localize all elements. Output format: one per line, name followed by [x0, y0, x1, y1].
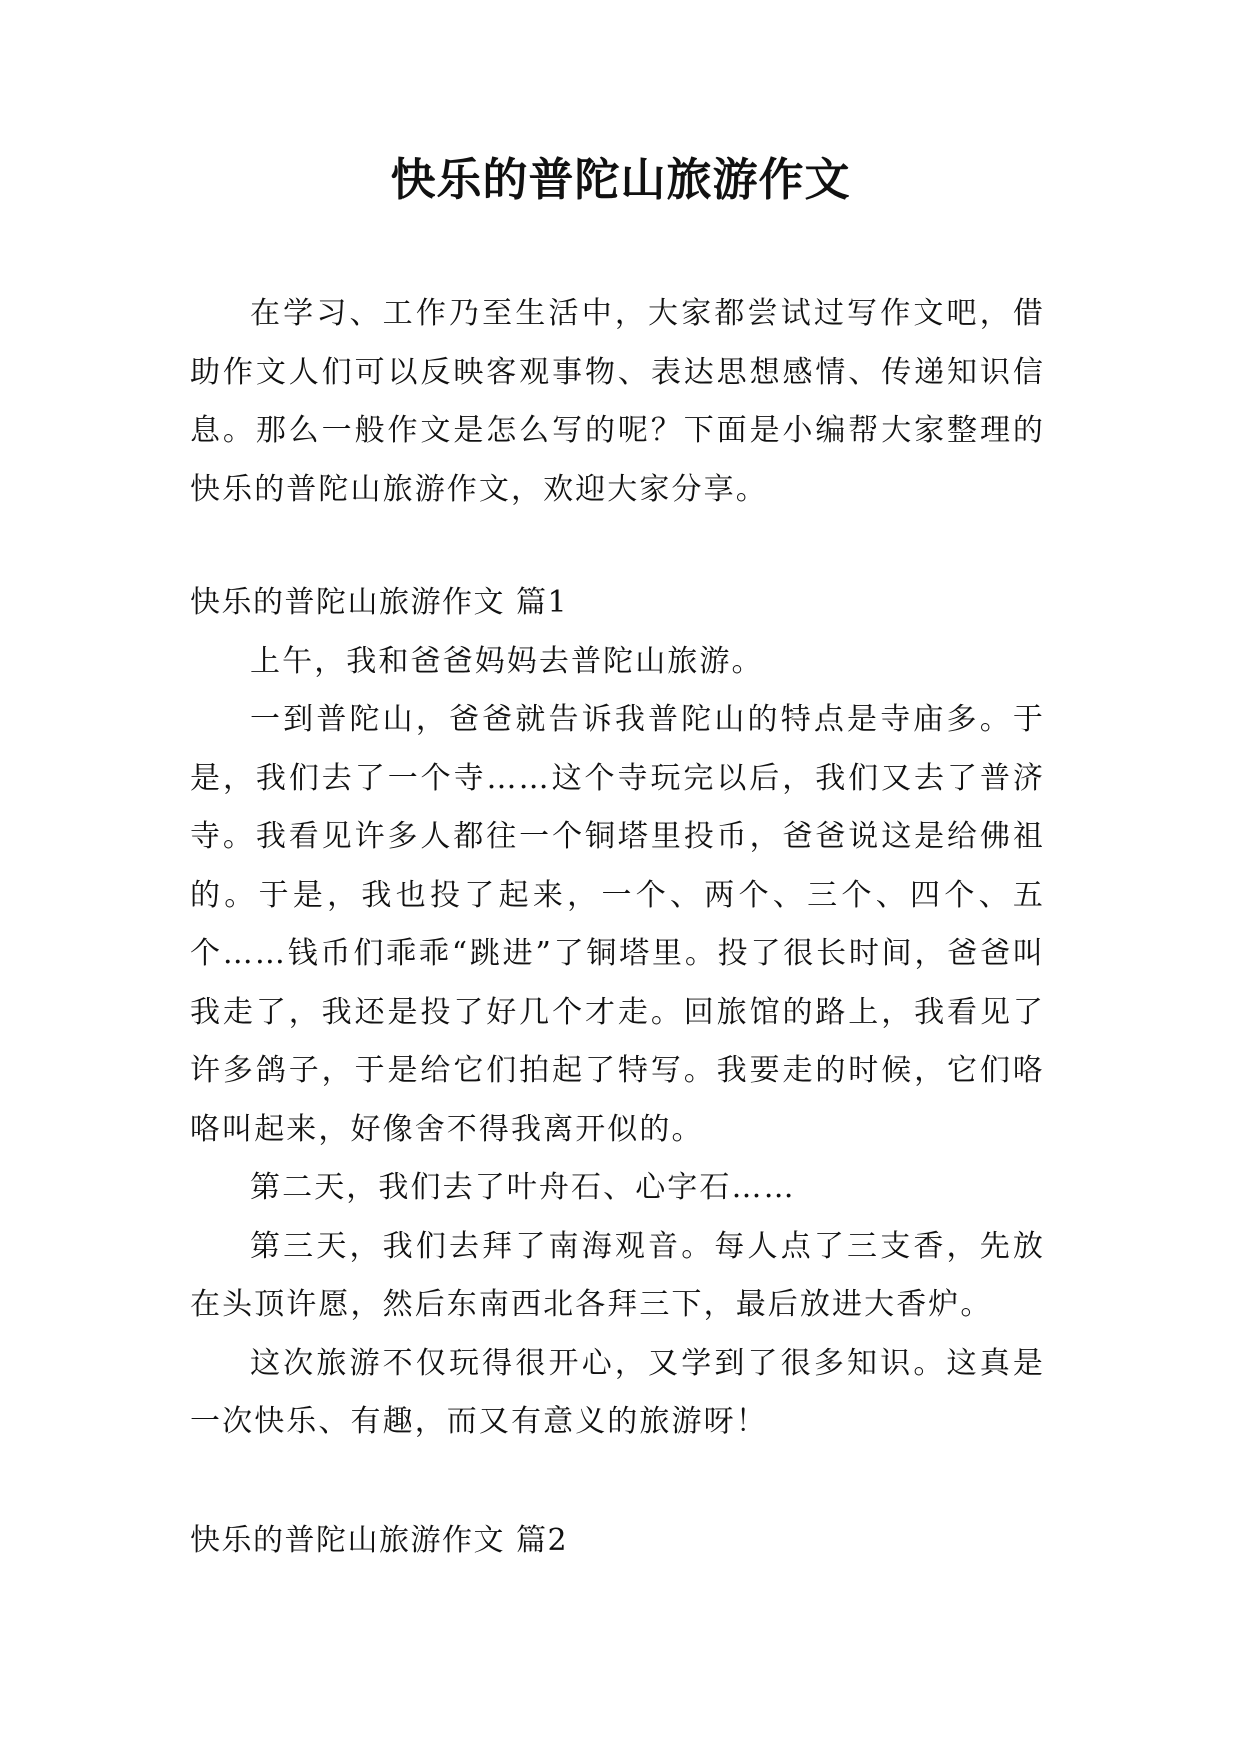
intro-paragraph: 在学习、工作乃至生活中，大家都尝试过写作文吧，借助作文人们可以反映客观事物、表达思想感情、传递知识信息。那么一般作文是怎么写的呢？下面是小编帮大家整理的快乐的普陀山旅游作文，欢迎大家分享。: [190, 296, 1045, 507]
section-1-paragraph-4: 第三天，我们去拜了南海观音。每人点了三支香，先放在头顶许愿，然后东南西北各拜三下，最后放进大香炉。: [190, 1228, 1045, 1322]
section-1-paragraph-2: 一到普陀山，爸爸就告诉我普陀山的特点是寺庙多。于是，我们去了一个寺……这个寺玩完以后，我们又去了普济寺。我看见许多人都往一个铜塔里投币，爸爸说这是给佛祖的。于是，我也投了起来，一个、两个、三个、四个、五个……钱币们乖乖“跳进”了铜塔里。投了很长时间，爸爸叫我走了，我还是投了好几个才走。回旅馆的路上，我看见了许多鸽子，于是给它们拍起了特写。我要走的时候，它们咯咯叫起来，好像舍不得我离开似的。: [190, 702, 1045, 1147]
section-1-paragraph-1: 上午，我和爸爸妈妈去普陀山旅游。: [250, 643, 764, 679]
document-title: 快乐的普陀山旅游作文: [390, 153, 851, 206]
document-body: [190, 285, 1045, 1570]
section-heading-2: 快乐的普陀山旅游作文 篇2: [190, 1522, 569, 1558]
section-heading-1: 快乐的普陀山旅游作文 篇1: [190, 585, 569, 620]
section-1-paragraph-5: 这次旅游不仅玩得很开心，又学到了很多知识。这真是一次快乐、有趣，而又有意义的旅游呀！: [190, 1345, 1045, 1439]
section-1-paragraph-3: 第二天，我们去了叶舟石、心字石……: [250, 1170, 796, 1205]
